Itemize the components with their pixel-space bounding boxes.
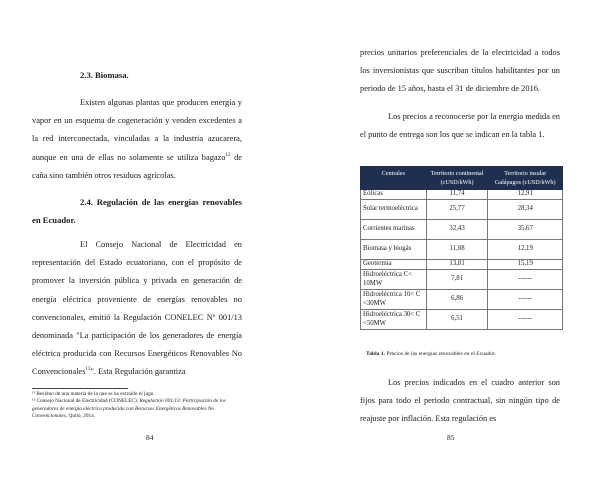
footnote-13-suffix: , Quito, 2014.: [65, 412, 96, 419]
table-row: [361, 270, 563, 290]
table-row: [361, 220, 563, 240]
table-cell: 28,34: [488, 200, 563, 220]
table-header-row: [361, 167, 563, 190]
table-row: [361, 190, 563, 200]
table-cell: 13,81: [426, 260, 488, 270]
footnote-13: [32, 398, 242, 420]
footnote-ref-12: 12: [225, 152, 231, 158]
page-number-right: 85: [447, 433, 455, 442]
table-cell: Eólicas: [361, 190, 427, 200]
paragraph-biomasa-tail: de caña sino también otros residuos agrícolas.: [32, 152, 242, 180]
paragraph-fixed-prices: Los precios indicados en el cuadro anterior son fijos para todo el periodo contractual, sin ningún tipo de reajuste por inflación. Esta regulación es: [360, 378, 560, 424]
footnote-13-prefix: ¹³ Consejo Nacional de Electricidad (CONELEC).: [32, 398, 140, 405]
table-cell: 6,86: [426, 290, 488, 310]
page-number-left: 84: [146, 433, 154, 442]
paragraph-intro: precios unitarios preferenciales de la electricidad a todos los inversionistas que suscriban títulos habilitantes por un periodo de 15 años, hasta el 31 de diciembre de 2016.: [360, 48, 560, 94]
section-heading-biomasa: 2.3. Biomasa.: [80, 70, 129, 80]
table-cell: ------: [488, 290, 563, 310]
table-cell: Corrientes marinas: [361, 220, 427, 240]
table-cell: 11,08: [426, 240, 488, 260]
table-cell: 25,77: [426, 200, 488, 220]
table-header-insular: Territorio insular Galápagos (cUSD/kWh): [488, 167, 563, 190]
footnotes: [32, 388, 242, 420]
footnote-12: ¹² Residuo de una materia de la que se ha extraído el jugo.: [32, 391, 155, 397]
tariff-table: [360, 166, 563, 330]
table-caption-label: Tabla 1.: [366, 351, 386, 357]
table-cell: Biomasa y biogás: [361, 240, 427, 260]
paragraph-biomasa: [32, 94, 242, 185]
table-cell: 7,81: [426, 270, 488, 290]
table-cell: Hidroeléctrica C< 10MW: [361, 270, 427, 290]
footnote-13-title: Regulación 001/13: Participación de los generadores de energía eléctrica producida con Recursos Energéticos Renovables No Convencionales: [32, 398, 226, 419]
table-cell: 11,74: [426, 190, 488, 200]
table-row: [361, 290, 563, 310]
table-row: [361, 310, 563, 330]
table-cell: Geotermia: [361, 260, 427, 270]
paragraph-regulacion: [32, 236, 242, 382]
table-caption: [366, 351, 566, 357]
table-row: [361, 260, 563, 270]
table-cell: 12,19: [488, 240, 563, 260]
table-cell: 32,43: [426, 220, 488, 240]
table-cell: 6,51: [426, 310, 488, 330]
table-row: [361, 240, 563, 260]
paragraph-biomasa-text: Existen algunas plantas que producen energía y vapor en un esquema de cogeneración y venden excedentes a la red interconectada, vinculadas a la industria azucarera, aunque en una de ellas no solamente se utiliza bagazo: [32, 98, 242, 162]
table-cell: 15,19: [488, 260, 563, 270]
table-header-continental: Territorio continental (cUSD/kWh): [426, 167, 488, 190]
table-cell: Hidroeléctrica 30< C <50MW: [361, 310, 427, 330]
table-cell: 35,67: [488, 220, 563, 240]
right-page: [300, 0, 600, 479]
table-cell: ------: [488, 270, 563, 290]
table-cell: 12,91: [488, 190, 563, 200]
table-header-centrales: Centrales: [361, 167, 427, 190]
paragraph-regulacion-text: El Consejo Nacional de Electricidad en representación del Estado ecuatoriano, con el propósito de promover la inversión pública y privada en generación de energía eléctrica proveniente de energías renovables no convencionales, emitió la Regulación CONELEC Nº 001/13 denominada "La participación de los generadores de energía eléctrica producida con Recursos Energéticos Renovables No Convencionales: [32, 240, 242, 377]
table-cell: Hidroeléctrica 10< C <30MW: [361, 290, 427, 310]
footnote-ref-13: 13: [85, 367, 91, 373]
paragraph-table-ref: Los precios a reconocerse por la energía medida en el punto de entrega son los que se indican en la tabla 1.: [360, 112, 560, 140]
paragraph-regulacion-tail: ". Esta Regulación garantiza: [90, 367, 186, 377]
section-heading-regulacion: 2.4. Regulación de las energías renovables en Ecuador.: [32, 197, 242, 226]
table-caption-text: Precios de las energías renovables en el Ecuador.: [385, 351, 497, 357]
table-row: [361, 200, 563, 220]
table-cell: Solar termoeléctrica: [361, 200, 427, 220]
footnote-divider: [32, 388, 128, 389]
table-cell: ------: [488, 310, 563, 330]
